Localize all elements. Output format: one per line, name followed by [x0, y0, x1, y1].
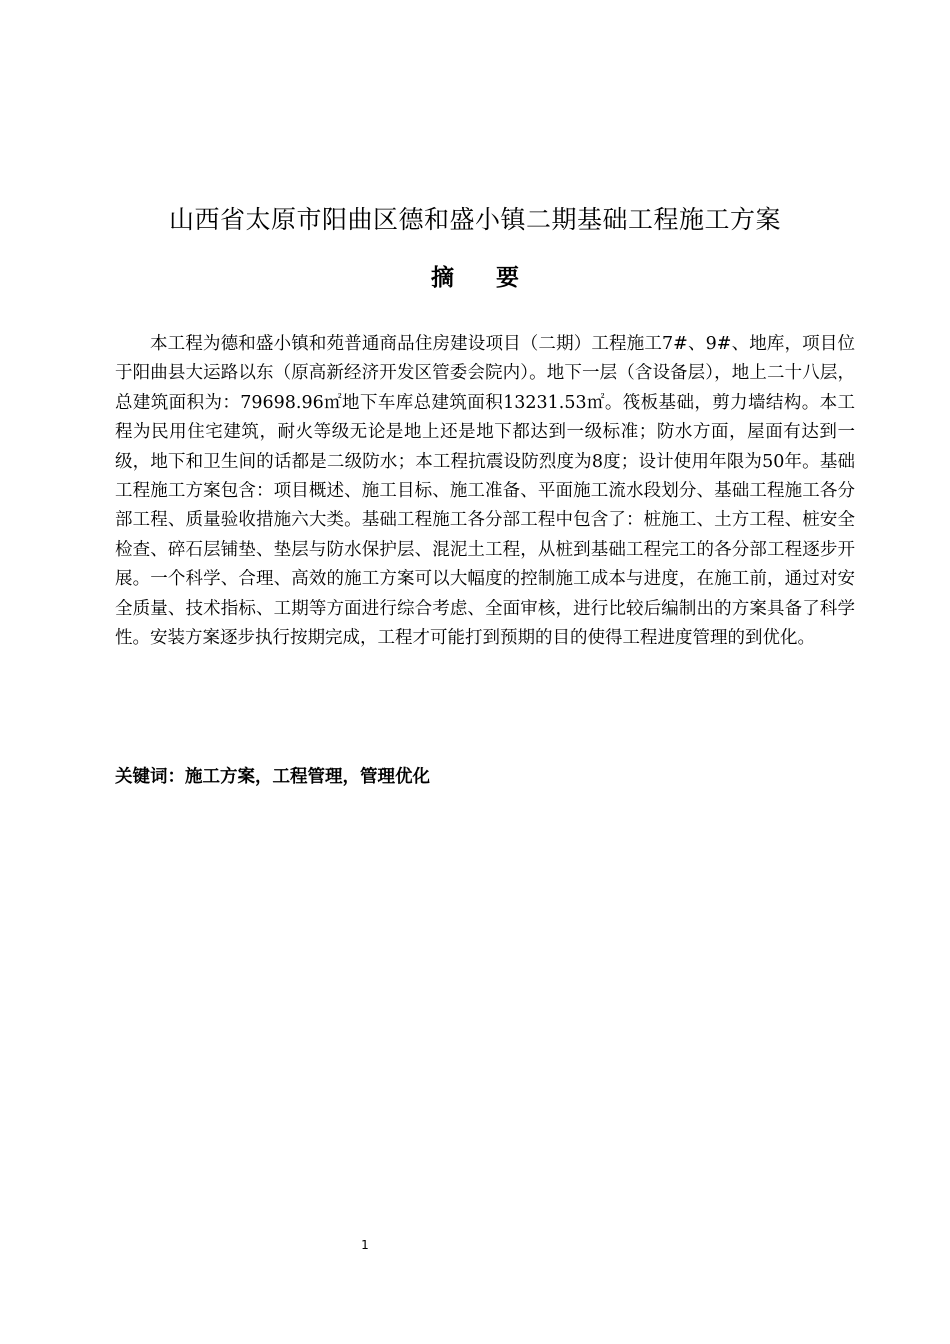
page-number: 1	[361, 1238, 369, 1252]
abstract-paragraph: 本工程为德和盛小镇和苑普通商品住房建设项目（二期）工程施工7#、9#、地库，项目位于阳曲县大运路以东（原高新经济开发区管委会院内）。地下一层（含设备层），地上二十八层，总建筑面积为：79698.96㎡地下车库总建筑面积13231.53㎡。筏板基础，剪力墙结构。本工程为民用住宅建筑，耐火等级无论是地上还是地下都达到一级标准；防水方面，屋面有达到一级，地下和卫生间的话都是二级防水；本工程抗震设防烈度为8度；设计使用年限为50年。基础工程施工方案包含：项目概述、施工目标、施工准备、平面施工流水段划分、基础工程施工各分部工程、质量验收措施六大类。基础工程施工各分部工程中包含了：桩施工、土方工程、桩安全检查、碎石层铺垫、垫层与防水保护层、混泥土工程，从桩到基础工程完工的各分部工程逐步开展。一个科学、合理、高效的施工方案可以大幅度的控制施工成本与进度，在施工前，通过对安全质量、技术指标、工期等方面进行综合考虑、全面审核，进行比较后编制出的方案具备了科学性。安装方案逐步执行按期完成，工程才可能打到预期的目的使得工程进度管理的到优化。	[115, 334, 855, 649]
abstract-heading: 摘要	[431, 265, 561, 291]
document-title: 山西省太原市阳曲区德和盛小镇二期基础工程施工方案	[168, 205, 781, 234]
keywords-line: 关键词：施工方案，工程管理，管理优化	[115, 767, 430, 787]
